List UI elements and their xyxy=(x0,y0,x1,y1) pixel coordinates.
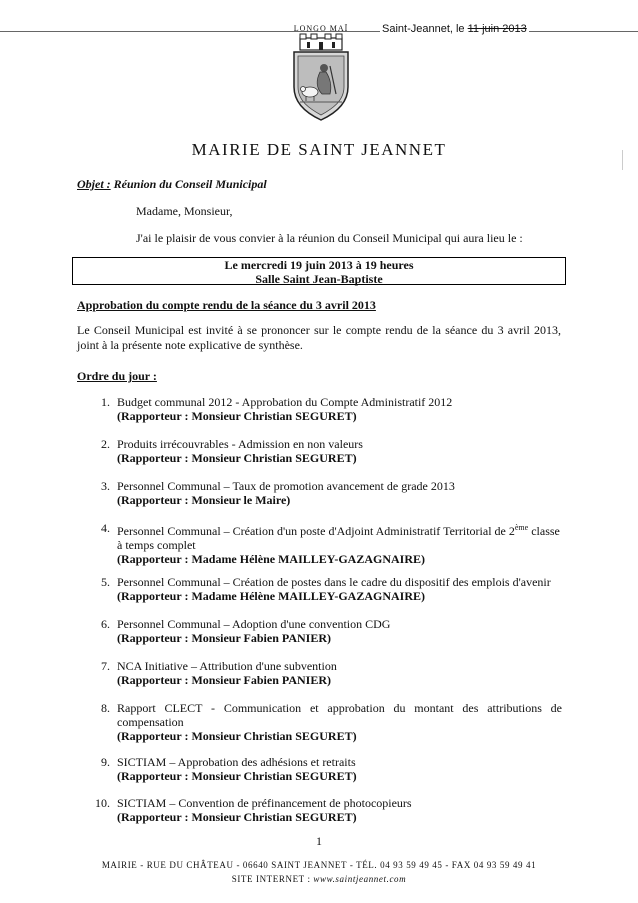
agenda-item-text-line2: compensation xyxy=(117,715,184,729)
footer-website-label: SITE INTERNET : xyxy=(231,874,314,884)
agenda-item-rapporteur: (Rapporteur : Monsieur Christian SEGURET) xyxy=(117,451,357,465)
date-value: 11 juin 2013 xyxy=(467,23,527,35)
intro-paragraph: J'ai le plaisir de vous convier à la réunion du Conseil Municipal qui aura lieu le : xyxy=(136,231,523,245)
subject-label: Objet : xyxy=(77,177,111,191)
agenda-item-rapporteur: (Rapporteur : Monsieur Fabien PANIER) xyxy=(117,631,331,645)
agenda-item-text-part: Personnel Communal – Création d'un poste d'Adjoint Administratif Territorial de 2 xyxy=(117,524,515,538)
agenda-item-rapporteur: (Rapporteur : Monsieur le Maire) xyxy=(117,493,291,507)
salutation: Madame, Monsieur, xyxy=(136,204,233,218)
footer-website-link[interactable]: www.saintjeannet.com xyxy=(313,874,407,884)
agenda-item-text: Personnel Communal – Création de postes dans le cadre du dispositif des emplois d'avenir xyxy=(117,575,551,589)
agenda-item-text: Personnel Communal – Taux de promotion avancement de grade 2013 xyxy=(117,479,455,493)
meeting-date: Le mercredi 19 juin 2013 à 19 heures xyxy=(224,258,414,272)
page-number: 1 xyxy=(316,834,322,848)
agenda-item-rapporteur: (Rapporteur : Monsieur Christian SEGURET) xyxy=(117,769,357,783)
agenda-item-number: 10. xyxy=(95,796,110,810)
page-footer xyxy=(0,858,638,886)
coat-of-arms-icon xyxy=(286,32,356,124)
subject-text: Réunion du Conseil Municipal xyxy=(110,177,267,191)
agenda-item-rapporteur: (Rapporteur : Monsieur Christian SEGURET) xyxy=(117,409,357,423)
agenda-item-number: 3. xyxy=(101,479,110,493)
agenda-item-text: Personnel Communal – Adoption d'une convention CDG xyxy=(117,617,391,631)
approval-heading: Approbation du compte rendu de la séance du 3 avril 2013 xyxy=(77,298,376,312)
agenda-item-number: 1. xyxy=(101,395,110,409)
footer-address: MAIRIE - RUE DU CHÂTEAU - 06640 SAINT JEANNET - TÉL. 04 93 59 49 45 - FAX 04 93 59 49 41 xyxy=(101,860,537,870)
page-title: MAIRIE DE SAINT JEANNET xyxy=(191,140,447,159)
agenda-item-text: SICTIAM – Convention de préfinancement de photocopieurs xyxy=(117,796,412,810)
agenda-item-text: Rapport CLECT - Communication et approbation du montant des attributions de xyxy=(117,701,562,715)
agenda-item-rapporteur: (Rapporteur : Monsieur Fabien PANIER) xyxy=(117,673,331,687)
agenda-item-text xyxy=(117,524,560,538)
agenda-item-number: 8. xyxy=(101,701,110,715)
agenda-item-number: 9. xyxy=(101,755,110,769)
agenda-item-rapporteur: (Rapporteur : Madame Hélène MAILLEY-GAZAGNAIRE) xyxy=(117,589,425,603)
date-prefix: Saint-Jeannet, le xyxy=(382,23,468,35)
agenda-item-text: Produits irrécouvrables - Admission en non valeurs xyxy=(117,437,363,451)
agenda-item-text: SICTIAM – Approbation des adhésions et retraits xyxy=(117,755,356,769)
agenda-item-number: 5. xyxy=(101,575,110,589)
meeting-details-box xyxy=(72,257,566,285)
agenda-item-text: NCA Initiative – Attribution d'une subvention xyxy=(117,659,337,673)
letter-subject xyxy=(77,177,267,192)
agenda-item-number: 7. xyxy=(101,659,110,673)
agenda-item-text: Budget communal 2012 - Approbation du Compte Administratif 2012 xyxy=(117,395,453,409)
agenda-item-text-part: classe xyxy=(528,524,560,538)
town-crest xyxy=(283,24,359,124)
approval-paragraph: Le Conseil Municipal est invité à se prononcer sur le compte rendu de la séance du 3 avril 2013, joint à la présente note explicative de synthèse. xyxy=(77,323,561,352)
ordinal-suffix: ème xyxy=(514,523,529,532)
agenda-item-rapporteur: (Rapporteur : Madame Hélène MAILLEY-GAZAGNAIRE) xyxy=(117,552,425,566)
agenda-item-rapporteur: (Rapporteur : Monsieur Christian SEGURET) xyxy=(117,729,357,743)
agenda-item-rapporteur: (Rapporteur : Monsieur Christian SEGURET) xyxy=(117,810,357,824)
crest-motto: LONGO MAÏ xyxy=(293,24,349,33)
meeting-place: Salle Saint Jean-Baptiste xyxy=(255,272,383,286)
agenda-item-number: 2. xyxy=(101,437,110,451)
agenda-item-number: 4. xyxy=(101,521,110,535)
agenda-heading: Ordre du jour : xyxy=(77,369,157,383)
footer-website xyxy=(0,872,638,886)
agenda-item-number: 6. xyxy=(101,617,110,631)
letter-date xyxy=(380,23,529,35)
agenda-item-text-line2: à temps complet xyxy=(117,538,196,552)
